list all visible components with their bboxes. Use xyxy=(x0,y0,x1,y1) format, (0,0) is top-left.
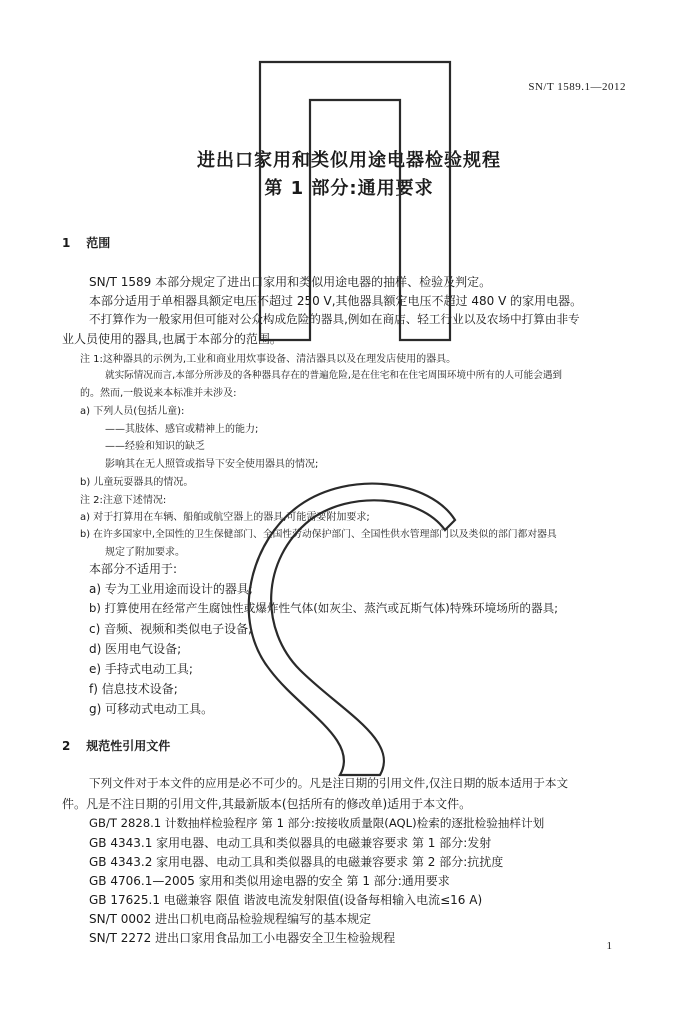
note-list-item: a) 下列人员(包括儿童): xyxy=(80,406,185,417)
note-list-item: 规定了附加要求。 xyxy=(105,547,185,558)
reference-item: SN/T 2272 进出口家用食品加工小电器安全卫生检验规程 xyxy=(89,931,396,945)
section-1-heading xyxy=(62,234,110,251)
section-number: 1 xyxy=(62,236,71,250)
paragraph: 件。凡是不注日期的引用文件,其最新版本(包括所有的修改单)适用于本文件。 xyxy=(62,797,472,811)
list-item: e) 手持式电动工具; xyxy=(89,662,193,676)
list-item: g) 可移动式电动工具。 xyxy=(89,702,214,716)
section-title: 范围 xyxy=(86,236,111,250)
reference-item: SN/T 0002 进出口机电商品检验规程编写的基本规定 xyxy=(89,912,372,926)
paragraph: 不打算作为一般家用但可能对公众构成危险的器具,例如在商店、轻工行业以及农场中打算由非专 xyxy=(89,312,580,326)
note-list-item: a) 对于打算用在车辆、船舶或航空器上的器具,可能需要附加要求; xyxy=(80,512,370,523)
reference-item: GB 4706.1—2005 家用和类似用途电器的安全 第 1 部分:通用要求 xyxy=(89,874,450,888)
page-number: 1 xyxy=(606,940,612,952)
section-2-heading xyxy=(62,737,170,754)
note-list-item: ——经验和知识的缺乏 xyxy=(105,441,205,452)
note-list-item: 影响其在无人照管或指导下安全使用器具的情况; xyxy=(105,459,319,470)
list-item: d) 医用电气设备; xyxy=(89,642,182,656)
section-number: 2 xyxy=(62,739,71,753)
reference-item: GB/T 2828.1 计数抽样检验程序 第 1 部分:按接收质量限(AQL)检索的逐批检验抽样计划 xyxy=(89,816,545,830)
note-list-item: b) 儿童玩耍器具的情况。 xyxy=(80,477,194,488)
note: 注 1:这种器具的示例为,工业和商业用炊事设备、清洁器具以及在理发店使用的器具。 xyxy=(80,354,457,365)
list-item: f) 信息技术设备; xyxy=(89,682,178,696)
paragraph: 业人员使用的器具,也属于本部分的范围。 xyxy=(62,332,282,346)
note-list-item: b) 在许多国家中,全国性的卫生保健部门、全国性劳动保护部门、全国性供水管理部门以及类似的部门都对器具 xyxy=(80,529,557,540)
note-list-item: ——其肢体、感官或精神上的能力; xyxy=(105,424,259,435)
note: 的。然而,一般说来本标准并未涉及: xyxy=(80,388,237,399)
reference-item: GB 4343.1 家用电器、电动工具和类似器具的电磁兼容要求 第 1 部分:发射 xyxy=(89,836,492,850)
document-subtitle: 第 1 部分:通用要求 xyxy=(264,178,434,199)
note: 就实际情况而言,本部分所涉及的各种器具存在的普遍危险,是在住宅和在住宅周围环境中所有的人可能会遇到 xyxy=(105,370,563,381)
list-item: a) 专为工业用途而设计的器具; xyxy=(89,582,253,596)
note: 注 2:注意下述情况: xyxy=(80,495,167,506)
document-title: 进出口家用和类似用途电器检验规程 xyxy=(197,150,501,171)
paragraph: 下列文件对于本文件的应用是必不可少的。凡是注日期的引用文件,仅注日期的版本适用于本文 xyxy=(89,776,569,790)
paragraph: 本部分不适用于: xyxy=(89,562,178,576)
standard-code: SN/T 1589.1—2012 xyxy=(528,81,626,93)
reference-item: GB 17625.1 电磁兼容 限值 谐波电流发射限值(设备每相输入电流≤16 A) xyxy=(89,893,483,907)
list-item: b) 打算使用在经常产生腐蚀性或爆炸性气体(如灰尘、蒸汽或瓦斯气体)特殊环境场所的器具; xyxy=(89,601,559,615)
reference-item: GB 4343.2 家用电器、电动工具和类似器具的电磁兼容要求 第 2 部分:抗扰度 xyxy=(89,855,504,869)
paragraph: SN/T 1589 本部分规定了进出口家用和类似用途电器的抽样、检验及判定。 xyxy=(89,275,492,289)
list-item: c) 音频、视频和类似电子设备; xyxy=(89,622,253,636)
section-title: 规范性引用文件 xyxy=(86,739,171,753)
paragraph: 本部分适用于单相器具额定电压不超过 250 V,其他器具额定电压不超过 480 V 的家用电器。 xyxy=(89,294,583,308)
